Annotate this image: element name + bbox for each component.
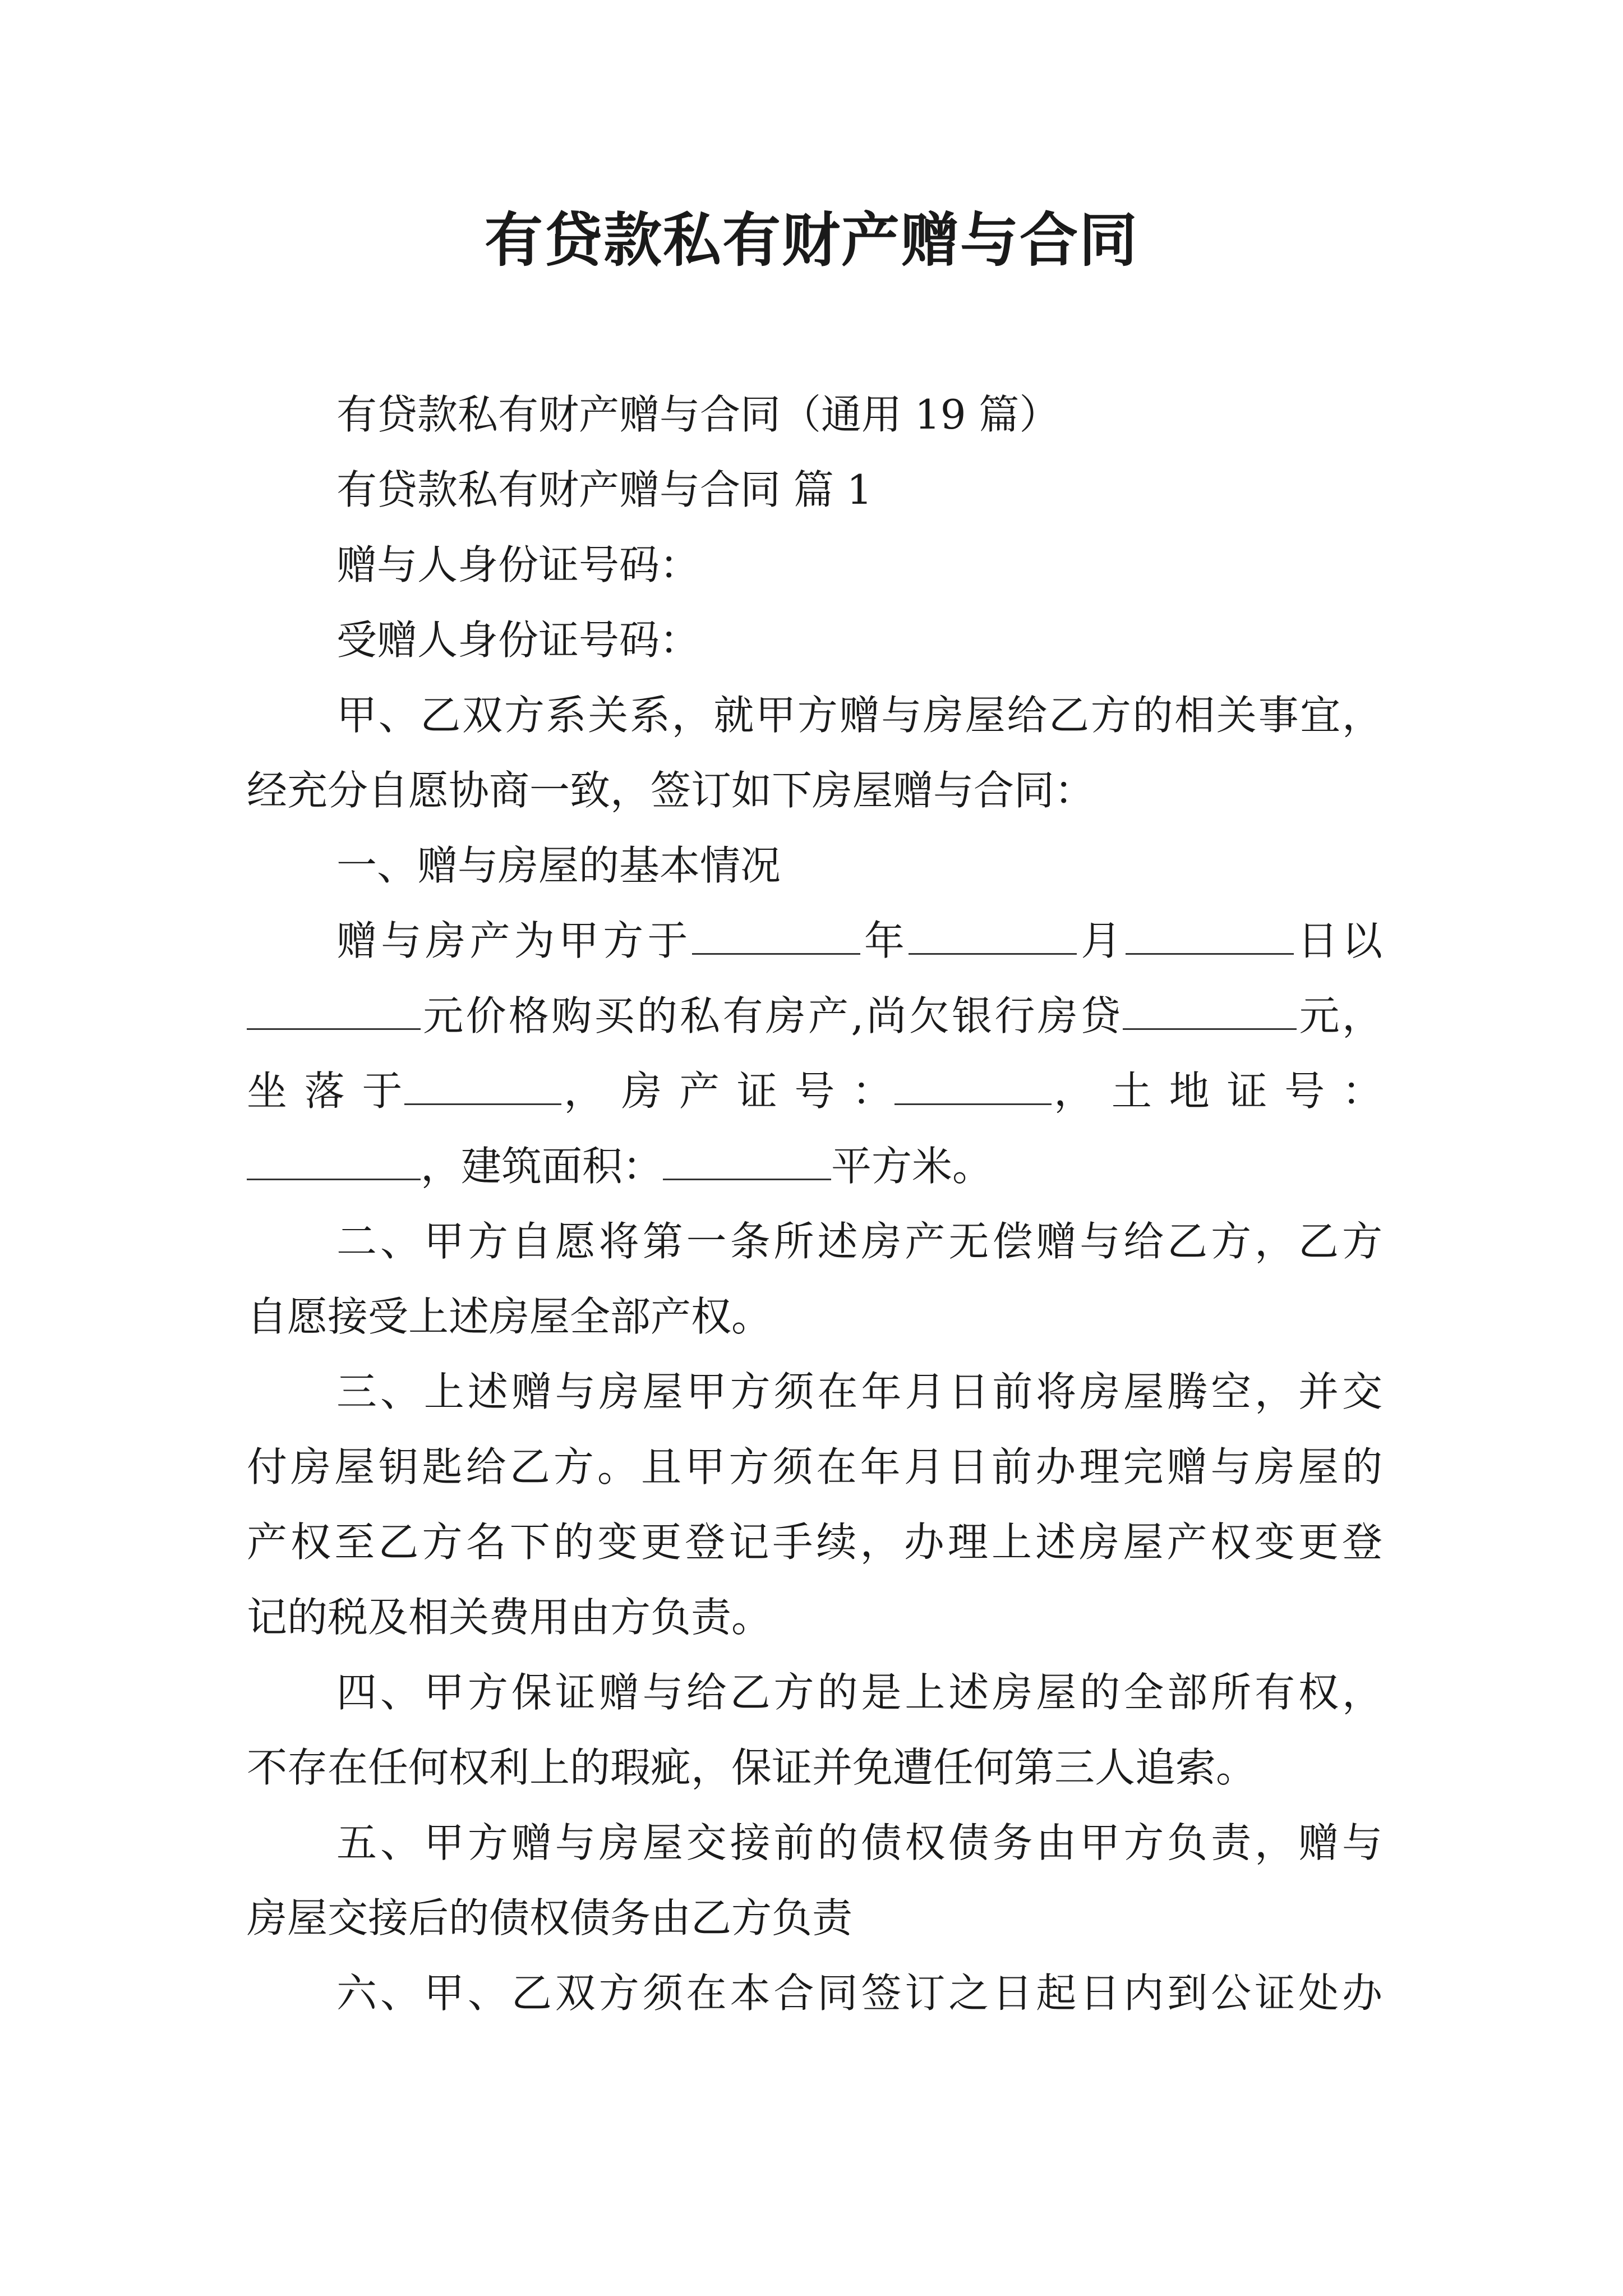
location-blank [404,1064,561,1105]
floor-area-blank [663,1139,831,1180]
clause-1-line-4 [247,1129,1382,1204]
loan-amount-blank [1123,989,1297,1030]
purchase-price-blank [247,989,421,1030]
property-cert-blank [895,1064,1052,1105]
purchase-day-blank [1126,914,1294,955]
donee-id-line: 受赠人身份证号码： [336,616,700,664]
document-subtitle: 有贷款私有财产赠与合同（通用 19 篇） [336,391,1060,438]
clause-3-line-1: 三、上述赠与房屋甲方须在年月日前将房屋腾空，并交 [336,1368,1382,1415]
section-heading: 有贷款私有财产赠与合同 篇 1 [336,466,873,513]
clause-2-line-2: 自愿接受上述房屋全部产权。 [247,1293,772,1340]
intro-line-2: 经充分自愿协商一致，签订如下房屋赠与合同： [247,767,1095,814]
clause-1-text: 平方米。 [831,1143,993,1190]
clause-1-text: 日以 [1293,917,1382,964]
purchase-month-blank [909,914,1077,955]
clause-1-text: 元价格购买的私有房产,尚欠银行房贷 [421,992,1123,1039]
document-body [247,377,1382,2031]
clause-1-text: ，建筑面积： [421,1143,663,1190]
clause-1-text: ， 房 产 证 号 ： [561,1068,895,1115]
land-cert-blank [247,1139,421,1180]
clause-3-line-2: 付房屋钥匙给乙方。且甲方须在年月日前办理完赠与房屋的 [247,1443,1382,1490]
clause-1-line-3 [247,1053,1382,1129]
clause-2-line-1: 二、甲方自愿将第一条所述房产无偿赠与给乙方，乙方 [336,1218,1382,1265]
clause-1-line-1 [247,903,1382,978]
clause-3-line-3: 产权至乙方名下的变更登记手续，办理上述房屋产权变更登 [247,1519,1382,1566]
clause-1-text: 年 [860,917,909,964]
clause-1-heading: 一、赠与房屋的基本情况 [336,842,781,889]
clause-1-text: 赠与房产为甲方于 [336,917,692,964]
clause-5-line-2: 房屋交接后的债权债务由乙方负责 [247,1894,853,1941]
clause-1-line-2 [247,978,1382,1053]
clause-1-text: 坐 落 于 [247,1068,405,1115]
clause-1-text: ， 土 地 证 号 ： [1052,1068,1383,1115]
clause-4-line-2: 不存在任何权利上的瑕疵，保证并免遭任何第三人追索。 [247,1744,1257,1791]
clause-6-line-1: 六、甲、乙双方须在本合同签订之日起日内到公证处办 [336,1970,1382,2017]
clause-5-line-1: 五、甲方赠与房屋交接前的债权债务由甲方负责，赠与 [336,1819,1382,1866]
clause-1-text: 元， [1297,992,1382,1039]
intro-line-1: 甲、乙双方系关系，就甲方赠与房屋给乙方的相关事宜， [336,692,1382,739]
clause-3-line-4: 记的税及相关费用由方负责。 [247,1594,772,1641]
document-title: 有贷款私有财产赠与合同 [484,205,1138,274]
purchase-year-blank [692,914,860,955]
donor-id-line: 赠与人身份证号码： [336,541,700,588]
clause-4-line-1: 四、甲方保证赠与给乙方的是上述房屋的全部所有权， [336,1669,1382,1716]
clause-1-text: 月 [1077,917,1126,964]
